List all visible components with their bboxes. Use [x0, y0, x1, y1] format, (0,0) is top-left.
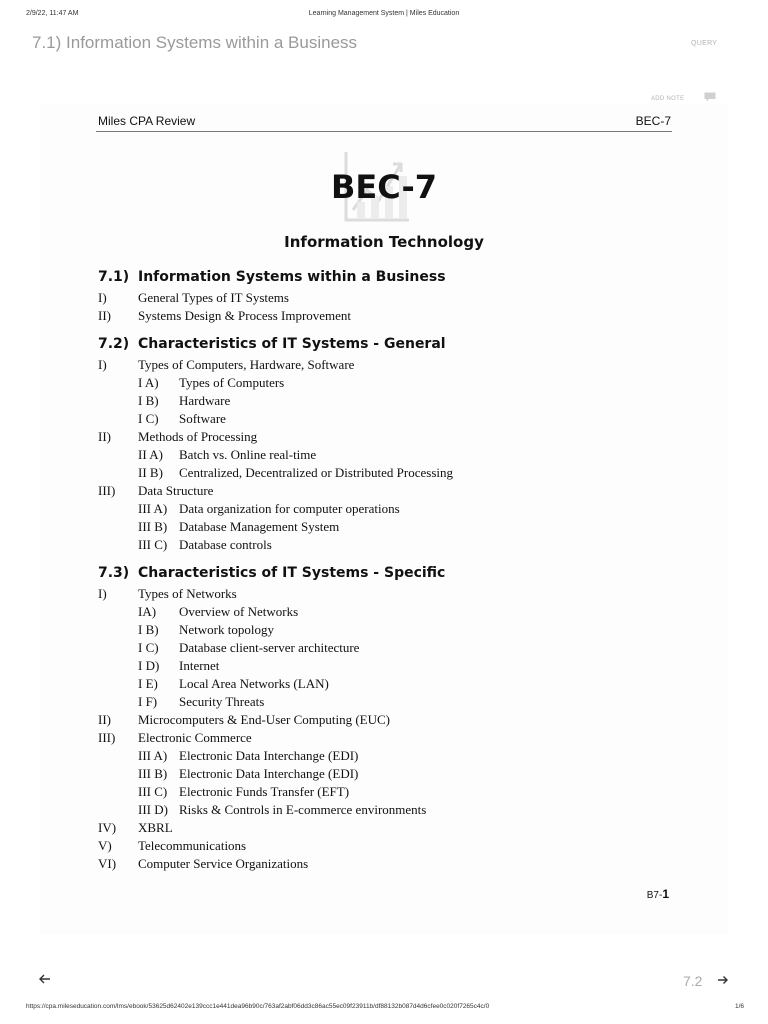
running-head-right: BEC-7	[635, 114, 671, 128]
arrow-left-icon[interactable]	[38, 972, 52, 986]
page-number: B7-1	[646, 887, 669, 901]
print-url: https://cpa.mileseducation.com/lms/ebook/53625d62402e139ccc1e441dea96b90c/763af2abf06dd3c86ac55ec09f23911b/df88132b087d4d6cfee0c020f7265c4c/0	[26, 1003, 490, 1010]
section-title-7-3: 7.3) Characteristics of IT Systems - Specific	[98, 565, 446, 581]
page-title: 7.1) Information Systems within a Business	[32, 33, 358, 52]
running-head-left: Miles CPA Review	[98, 114, 196, 128]
document-subheading: Information Technology	[284, 233, 484, 251]
print-page-count: 1/6	[735, 1003, 745, 1010]
print-datetime: 2/9/22, 11:47 AM	[26, 10, 79, 17]
next-page-label[interactable]: 7.2	[683, 973, 703, 989]
query-link[interactable]: QUERY	[691, 40, 718, 47]
section-title-7-2: 7.2) Characteristics of IT Systems - General	[98, 336, 446, 352]
add-note-link[interactable]: ADD NOTE	[651, 96, 685, 102]
print-page-title: Learning Management System | Miles Education	[308, 10, 460, 17]
document-heading: BEC-7	[330, 168, 437, 206]
print-footer	[0, 1003, 768, 1015]
arrow-right-icon[interactable]	[717, 974, 729, 986]
section-title-7-1: 7.1) Information Systems within a Business	[98, 269, 446, 285]
table-of-contents: 7.1) Information Systems within a Business I) General Types of IT Systems II) Systems Design & Process Improvement 7.2) Characteristics of IT Systems - General I) Types of Computers, Hardware, Software I A) Types of Computers I B) Hardware I C) Software II) Methods of Processing II A) Batch vs. Online real-time II B) Centralized, Decentralized or Distributed Processing III) Data Structure III A) Data organization for computer operations III B) Database Management System III C) Database controls 7.3) Characteristics of IT Systems - Specific I) Types of Networks IA) Overview of Networks I B) Network topology I C) Database client-server architecture I D) Internet I E) Local Area Networks (LAN) I F) Security Threats II) Microcomputers & End-User Computing (EUC) III) Electronic Commerce III A) Electronic Data Interchange (EDI) III B) Electronic Data Interchange (EDI) III C) Electronic Funds Transfer (EFT) III D) Risks & Controls in E-commerce environments IV) XBRL V) Telecommunications VI) Computer Service Organizations	[98, 269, 453, 871]
